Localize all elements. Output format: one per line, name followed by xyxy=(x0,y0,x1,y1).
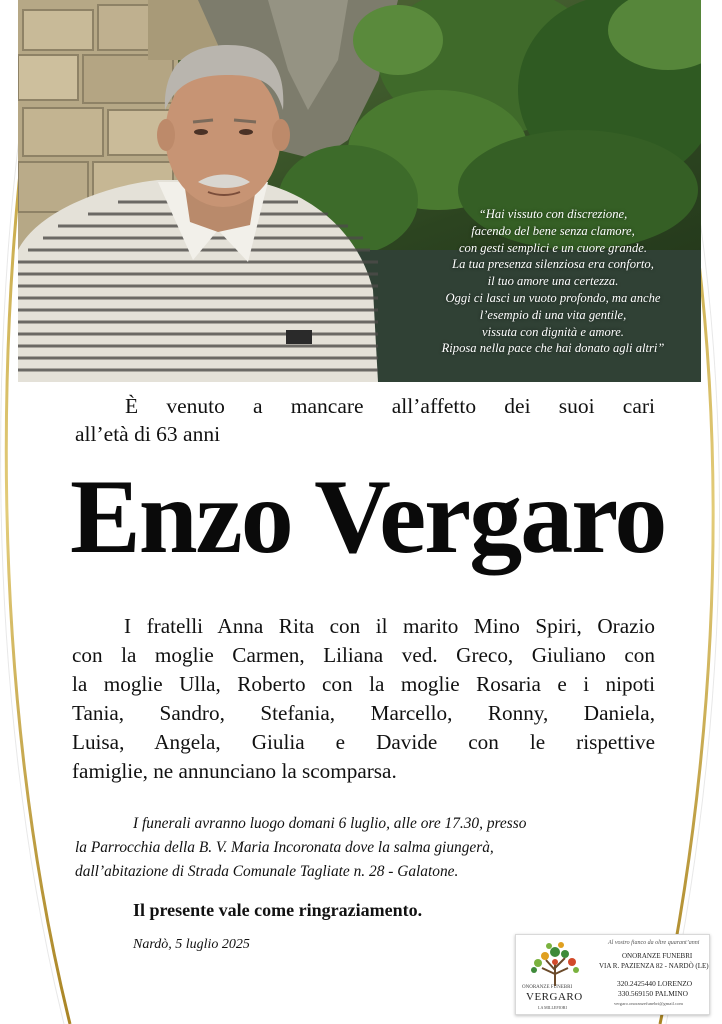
funeral-line: dall’abitazione di Strada Comunale Tagliate n. 28 - Galatone. xyxy=(75,863,459,880)
family-line: Tania, Sandro, Stefania, Marcello, Ronny, Daniela, xyxy=(72,701,655,725)
agency-phone-1[interactable]: 320.2425440 LORENZO xyxy=(617,979,693,988)
place-date: Nardò, 5 luglio 2025 xyxy=(133,937,250,952)
logo-name-text: VERGARO xyxy=(526,991,583,1003)
poem-line: “Hai vissuto con discrezione, xyxy=(478,207,628,221)
agency-phone-2[interactable]: 330.569150 PALMINO xyxy=(618,989,688,998)
poem-line: Riposa nella pace che hai donato agli altri” xyxy=(441,341,665,356)
intro-line-2: all’età di 63 anni xyxy=(75,422,221,446)
logo-top-text: ONORANZE FUNEBRI xyxy=(522,985,573,990)
funeral-details xyxy=(75,812,665,884)
family-line: famiglie, ne annunciano la scomparsa. xyxy=(72,759,397,783)
poem-line: l’esempio di una vita gentile, xyxy=(479,307,627,322)
agency-address: VIA R. PAZIENZA 82 - NARDÒ (LE) xyxy=(599,962,709,970)
family-line: Luisa, Angela, Giulia e Davide con le rispettive xyxy=(72,730,655,754)
funeral-line: la Parrocchia della B. V. Maria Incoronata dove la salma giungerà, xyxy=(75,839,494,856)
logo-sub-text: LA MILLEFIORI xyxy=(538,1005,567,1010)
family-announcement xyxy=(72,612,655,786)
intro-line-1: È venuto a mancare all’affetto dei suoi cari xyxy=(125,394,655,418)
family-line: con la moglie Carmen, Liliana ved. Greco, Giuliano con xyxy=(72,643,655,667)
poem-line: La tua presenza silenziosa era conforto, xyxy=(452,257,654,272)
poem-line: con gesti semplici e un cuore grande. xyxy=(458,240,648,255)
poem xyxy=(388,206,701,357)
funeral-line: I funerali avranno luogo domani 6 luglio, alle ore 17.30, presso xyxy=(133,815,527,832)
poem-line: Oggi ci lasci un vuoto profondo, ma anche xyxy=(445,290,661,305)
thanks-note: Il presente vale come ringraziamento. xyxy=(133,900,423,920)
agency-title: ONORANZE FUNEBRI xyxy=(622,952,693,960)
agency-logo-box xyxy=(515,934,710,1015)
poem-line: il tuo amore una certezza. xyxy=(487,274,619,289)
poem-line: vissuta con dignità e amore. xyxy=(482,324,624,339)
agency-tagline: Al vostro fianco da oltre quarant’anni xyxy=(608,940,700,946)
deceased-name: Enzo Vergaro xyxy=(70,458,666,575)
family-line: la moglie Ulla, Roberto con la moglie Rosaria e i nipoti xyxy=(72,672,655,696)
tree-icon xyxy=(520,938,590,988)
portrait-photo xyxy=(18,0,701,382)
family-line: I fratelli Anna Rita con il marito Mino Spiri, Orazio xyxy=(124,614,655,638)
agency-email[interactable]: vergaro.onoranzefunebri@gmail.com xyxy=(614,1001,683,1006)
poem-line: facendo del bene senza clamore, xyxy=(471,223,635,238)
